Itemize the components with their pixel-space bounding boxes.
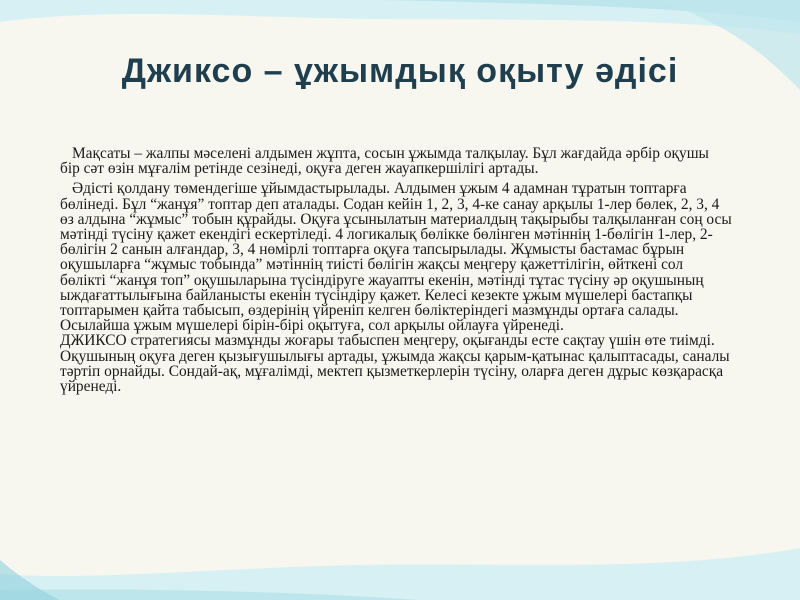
slide-body bbox=[60, 146, 732, 399]
paragraph-goal: Мақсаты – жалпы мәселені алдымен жұпта, сосын ұжымда талқылау. Бұл жағдайда әрбір оқушы бір сәт өзін мұғалім ретінде сезінеді, оқуға деген жауапкершілігі артады. bbox=[60, 145, 709, 178]
paragraph-conclusion: ДЖИКСО стратегиясы мазмұнды жоғары табыспен меңгеру, оқығанды есте сақтау үшін өте тиімді. Оқушының оқуға деген қызығушылығы артады, ұжымда жақсы қарым-қатынас қалыптасады, саналы тәртіп орнайды. Сондай-ақ, мұғалімді, мектеп қызметкерлерін түсіну, оларға деген дұрыс көзқарасқа үйренеді. bbox=[60, 332, 730, 396]
paragraph-method: Әдісті қолдану төмендегіше ұйымдастырылады. Алдымен ұжым 4 адамнан тұратын топтарға бөлінеді. Бұл “жанұя” топтар деп аталады. Содан кейін 1, 2, 3, 4-ке санау арқылы 1-лер бөлек, 2, 3, 4 өз алдына “жұмыс” тобын құрайды. Оқуға ұсынылатын материалдың тақырыбы талқыланған соң осы мәтінді түсіну қажет екендігі ескертіледі. 4 логикалық бөлікке бөлінген мәтіннің 1-бөлігін 1-лер, 2-бөлігін 2 санын алғандар, 3, 4 нөмірлі топтарға оқуға тапсырылады. Жұмысты бастамас бұрын оқушыларға “жұмыс тобында” мәтіннің тиісті бөлігін жақсы меңгеру қажеттілігін, өйткені сол бөлікті “жанұя топ” оқушыларына түсіндіруге жауапты екенін, мәтінді тұтас түсіну әр оқушының ыждағаттылығына байланысты екенін түсіндіру қажет. Келесі кезекте ұжым мүшелері бастапқы топтарымен қайта табысып, өздерінің үйреніп келген бөліктеріндегі мазмұнды ортаға салады. Осылайша ұжым мүшелері бірін-бірі оқытуға, сол арқылы ойлауға үйренеді. bbox=[60, 180, 732, 335]
slide-title: Джиксо – ұжымдық оқыту әдісі bbox=[121, 52, 679, 90]
